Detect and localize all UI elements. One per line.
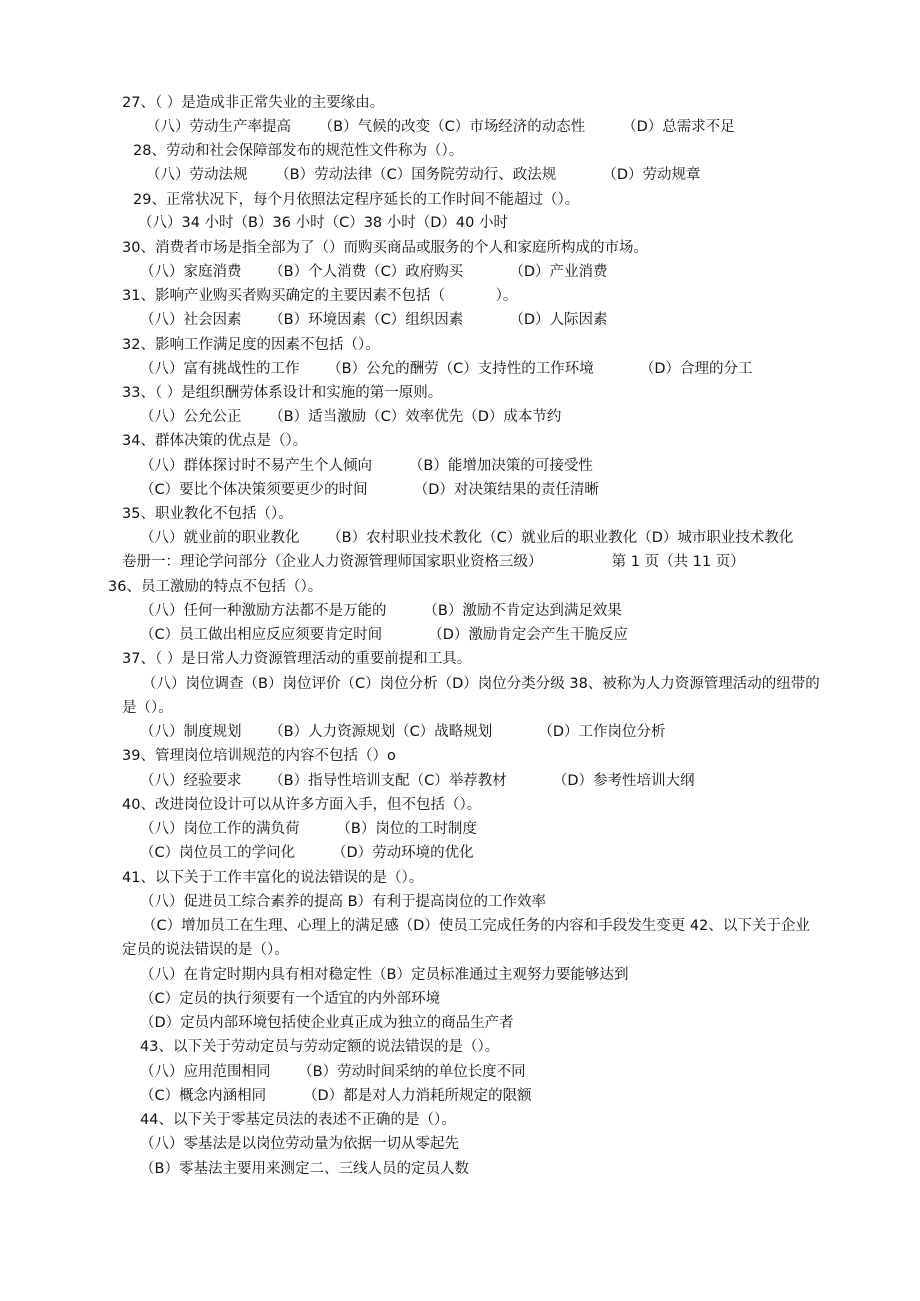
question-41-options-a: （八）促进员工综合素养的提高 B）有利于提高岗位的工作效率 <box>140 894 547 910</box>
question-31: 31、影响产业购买者购买确定的主要因素不包括（ ）。 <box>122 288 518 304</box>
question-36: 36、员工激励的特点不包括（）。 <box>108 579 323 595</box>
page-footer: 卷册一：理论学问部分（企业人力资源管理师国家职业资格三级） 第 1 页（共 11 页） <box>122 554 745 570</box>
question-38-cont: 是（）。 <box>122 700 173 716</box>
question-28-options: （八）劳动法规 （B）劳动法律（C）国务院劳动行、政法规 （D）劳动规章 <box>146 167 701 183</box>
question-29: 29、正常状况下，每个月依照法定程序延长的工作时间不能超过（）。 <box>133 192 580 208</box>
question-32-options: （八）富有挑战性的工作 （B）公允的酬劳（C）支持性的工作环境 （D）合理的分工 <box>140 361 753 377</box>
question-37-options: （八）岗位调查（B）岗位评价（C）岗位分析（D）岗位分类分级 38、被称为人力资源管理活动的纽带的 <box>142 676 820 692</box>
question-35: 35、职业教化不包括（）。 <box>122 506 293 522</box>
question-42-cont: 定员的说法错误的是（）。 <box>122 942 289 958</box>
question-31-options: （八）社会因素 （B）环境因素（C）组织因素 （D）人际因素 <box>140 312 608 328</box>
question-42-options-c: （C）定员的执行须要有一个适宜的内外部环境 <box>140 991 441 1007</box>
question-30: 30、消费者市场是指全部为了（）而购买商品或服务的个人和家庭所构成的市场。 <box>122 240 648 256</box>
question-36-options-a: （八）任何一种激励方法都不是万能的 （B）激励不肯定达到满足效果 <box>140 603 622 619</box>
question-42-options-a: （八）在肯定时期内具有相对稳定性（B）定员标准通过主观努力要能够达到 <box>140 967 629 983</box>
question-27: 27、（ ）是造成非正常失业的主要缘由。 <box>122 95 385 111</box>
question-29-options: （八）34 小时（B）36 小时（C）38 小时（D）40 小时 <box>138 215 508 231</box>
question-34-options-a: （八）群体探讨时不易产生个人倾向 （B）能增加决策的可接受性 <box>140 458 593 474</box>
question-40: 40、改进岗位设计可以从许多方面入手，但不包括（）。 <box>122 797 482 813</box>
question-39-options: （八）经验要求 （B）指导性培训支配（C）举荐教材 （D）参考性培训大纲 <box>140 773 695 789</box>
question-39: 39、管理岗位培训规范的内容不包括（）o <box>122 748 396 764</box>
question-30-options: （八）家庭消费 （B）个人消费（C）政府购买 （D）产业消费 <box>140 264 608 280</box>
question-43-options-c: （C）概念内涵相同 （D）都是对人力消耗所规定的限额 <box>140 1088 532 1104</box>
question-43: 43、以下关于劳动定员与劳动定额的说法错误的是（）。 <box>140 1039 500 1055</box>
question-41-options-c: （C）增加员工在生理、心理上的满足感（D）使员工完成任务的内容和手段发生变更 42、以下关于企业 <box>142 918 810 934</box>
question-33: 33、（ ）是组织酬劳体系设计和实施的第一原则。 <box>122 385 443 401</box>
question-40-options-a: （八）岗位工作的满负荷 （B）岗位的工时制度 <box>140 821 477 837</box>
question-33-options: （八）公允公正 （B）适当激励（C）效率优先（D）成本节约 <box>140 409 562 425</box>
question-43-options-a: （八）应用范围相同 （B）劳动时间采纳的单位长度不同 <box>140 1064 526 1080</box>
question-44-options-a: （八）零基法是以岗位劳动量为依据一切从零起先 <box>140 1136 459 1152</box>
question-32: 32、影响工作满足度的因素不包括（）。 <box>122 337 380 353</box>
question-41: 41、以下关于工作丰富化的说法错误的是（）。 <box>122 870 424 886</box>
question-38-options: （八）制度规划 （B）人力资源规划（C）战略规划 （D）工作岗位分析 <box>140 724 666 740</box>
question-34: 34、群体决策的优点是（）。 <box>122 433 308 449</box>
question-40-options-c: （C）岗位员工的学问化 （D）劳动环境的优化 <box>140 845 474 861</box>
question-27-options: （八）劳动生产率提高 （B）气候的改变（C）市场经济的动态性 （D）总需求不足 <box>146 119 735 135</box>
question-37: 37、（ ）是日常人力资源管理活动的重要前提和工具。 <box>122 651 472 667</box>
question-44: 44、以下关于零基定员法的表述不正确的是（）。 <box>140 1112 456 1128</box>
question-36-options-c: （C）员工做出相应反应须要肯定时间 （D）激励肯定会产生干脆反应 <box>140 627 628 643</box>
question-35-options: （八）就业前的职业教化 （B）农村职业技术教化（C）就业后的职业教化（D）城市职业技术教化 <box>140 530 794 546</box>
question-42-options-d: （D）定员内部环境包括使企业真正成为独立的商品生产者 <box>140 1015 514 1031</box>
question-34-options-c: （C）要比个体决策须要更少的时间 （D）对决策结果的责任清晰 <box>140 482 599 498</box>
question-28: 28、劳动和社会保障部发布的规范性文件称为（）。 <box>133 143 464 159</box>
question-44-options-b: （B）零基法主要用来测定二、三线人员的定员人数 <box>140 1161 469 1177</box>
